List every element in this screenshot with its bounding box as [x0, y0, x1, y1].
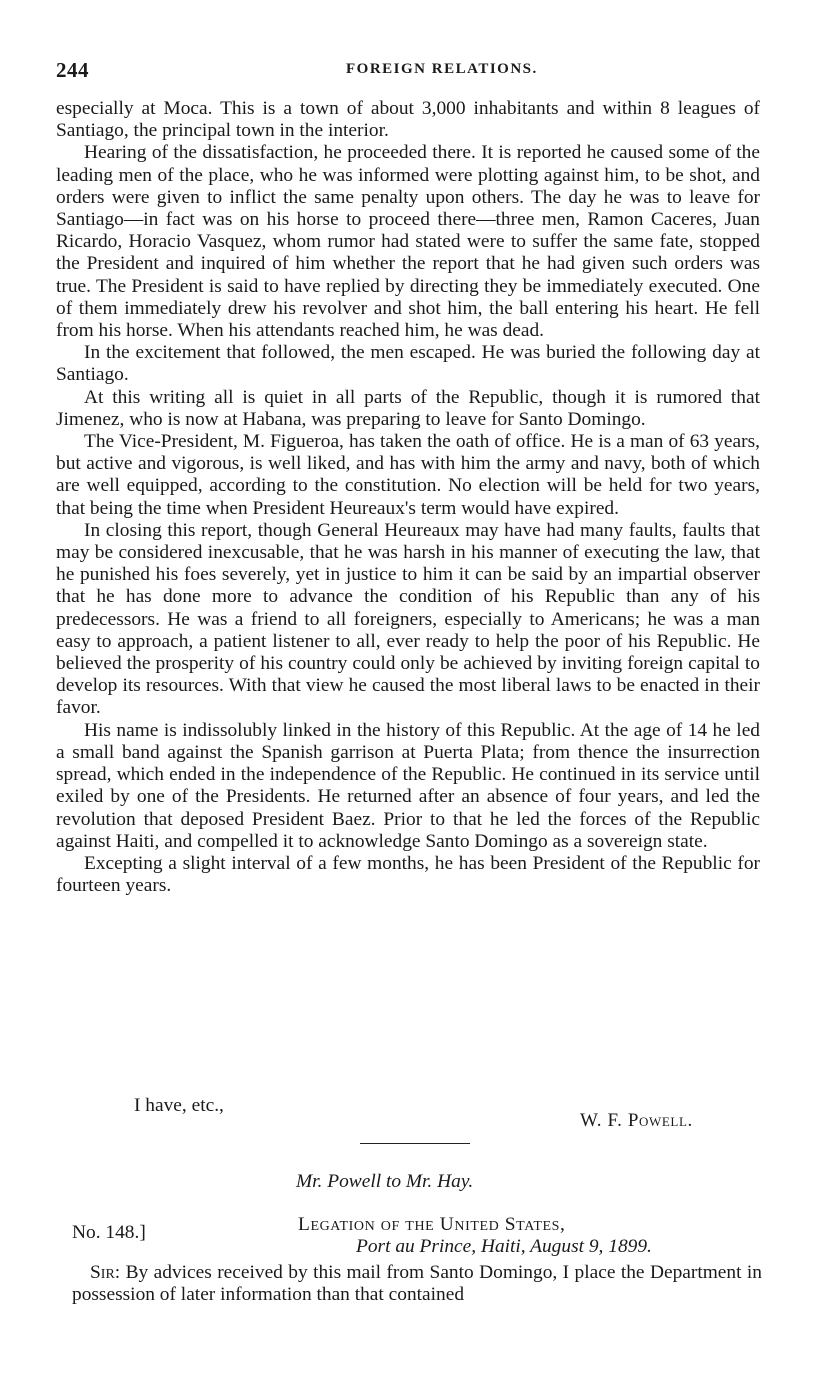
legation-address: Legation of the United States,: [298, 1214, 566, 1235]
paragraph: The Vice-President, M. Figueroa, has taken the oath of office. He is a man of 63 years, but active and vigorous, is well liked, and has with him the army and navy, both of which are well equipped, according to the constitution. No election will be held for two years, that being the time when President Heureaux's term would have expired.: [56, 431, 760, 519]
paragraph: especially at Moca. This is a town of about 3,000 inhabitants and within 8 leagues of Santiago, the principal town in the interior.: [56, 98, 760, 142]
letter-opening-text: By advices received by this mail from Santo Domingo, I place the Department in possession of later information than that contained: [72, 1262, 762, 1306]
letter-opening: [72, 1262, 762, 1306]
page-number: 244: [56, 58, 89, 82]
closing-phrase: I have, etc.,: [134, 1095, 224, 1116]
document-number: No. 148.]: [72, 1222, 146, 1243]
paragraph: Excepting a slight interval of a few months, he has been President of the Republic for fourteen years.: [56, 852, 760, 897]
report-body: [56, 98, 760, 897]
paragraph: In closing this report, though General Heureaux may have had many faults, faults that may be considered inexcusable, that he was harsh in his manner of executing the law, that he punished his foes severely, yet in justice to him it can be said by an impartial observer that he has done more to advance the condition of his Republic than any of his predecessors. He was a friend to all foreigners, especially to Americans; he was a man easy to approach, a patient listener to all, ever ready to help the poor of his Republic. He believed the prosperity of his country could only be achieved by inviting foreign capital to develop its resources. With that view he caused the most liberal laws to be enacted in their favor.: [56, 519, 760, 719]
signature: W. F. Powell.: [580, 1110, 693, 1131]
dateline: Port au Prince, Haiti, August 9, 1899.: [356, 1236, 652, 1257]
section-divider: [360, 1143, 470, 1144]
letter-heading: Mr. Powell to Mr. Hay.: [296, 1171, 474, 1192]
salutation: Sir:: [90, 1262, 121, 1283]
paragraph: Hearing of the dissatisfaction, he proceeded there. It is reported he caused some of the leading men of the place, who he was informed were plotting against him, to be shot, and orders were given to inflict the same penalty upon others. The day he was to leave for Santiago—in fact was on his horse to proceed there—three men, Ramon Caceres, Juan Ricardo, Horacio Vasquez, whom rumor had stated were to suffer the same fate, stopped the President and inquired of him whether the report that he had given such orders was true. The President is said to have replied by directing they be immediately executed. One of them immediately drew his revolver and shot him, the ball entering his heart. He fell from his horse. When his attendants reached him, he was dead.: [56, 142, 760, 342]
paragraph: His name is indissolubly linked in the history of this Republic. At the age of 14 he led a small band against the Spanish garrison at Puerta Plata; from thence the insurrection spread, which ended in the independence of the Republic. He continued in its service until exiled by one of the Presidents. He returned after an absence of four years, and led the revolution that deposed President Baez. Prior to that he led the forces of the Republic against Haiti, and compelled it to acknowledge Santo Domingo as a sovereign state.: [56, 719, 760, 852]
paragraph: In the excitement that followed, the men escaped. He was buried the following day at Santiago.: [56, 342, 760, 386]
paragraph: At this writing all is quiet in all parts of the Republic, though it is rumored that Jimenez, who is now at Habana, was preparing to leave for Santo Domingo.: [56, 386, 760, 430]
page-header: [56, 58, 756, 84]
letter-opening-paragraph: [72, 1262, 762, 1306]
running-head: FOREIGN RELATIONS.: [346, 61, 538, 77]
